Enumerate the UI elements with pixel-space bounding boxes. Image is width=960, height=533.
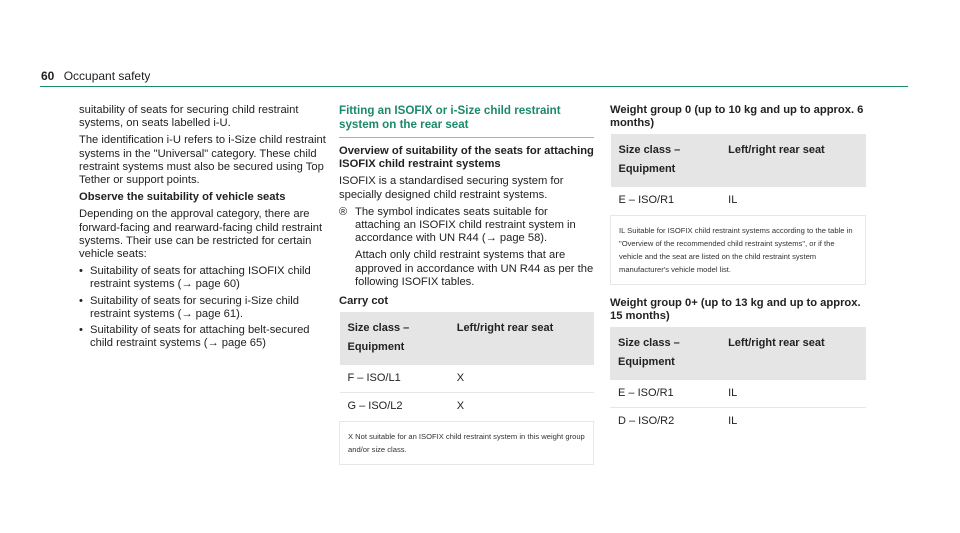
table-footnote-row — [340, 421, 594, 464]
table-cell: E – ISO/R1 — [611, 187, 721, 215]
list-item: • Suitability of seats for securing i-Size child restraint systems (→ page 61). — [79, 295, 329, 321]
weight-group-heading: Weight group 0+ (up to 13 kg and up to approx. 15 months) — [610, 296, 861, 322]
section-heading: Fitting an ISOFIX or i-Size child restraint system on the rear seat — [339, 104, 561, 131]
table-header-row — [610, 327, 866, 380]
table-footnote: X Not suitable for an ISOFIX child restraint system in this weight group and/or size class. — [340, 421, 594, 464]
paragraph: ISOFIX is a standardised securing system for specially designed child restraint systems. — [339, 175, 564, 201]
table-cell: IL — [720, 187, 865, 215]
section-heading: Observe the suitability of vehicle seats — [79, 191, 286, 204]
paragraph: suitability of seats for securing child restraint systems, on seats labelled i-U. — [79, 104, 299, 130]
table-cell: F – ISO/L1 — [340, 365, 449, 393]
column-1 — [79, 104, 329, 353]
table-row — [610, 408, 866, 436]
header-rule — [40, 86, 908, 87]
table-cell: X — [449, 365, 594, 393]
table-row — [340, 365, 594, 393]
page-number: 60 — [41, 69, 55, 83]
isofix-note — [339, 206, 594, 289]
table-cell: D – ISO/R2 — [618, 415, 675, 428]
section-title: Occupant safety — [63, 69, 151, 83]
bullet-list — [79, 265, 329, 350]
table-row — [610, 380, 866, 408]
header-line: Equipment — [618, 163, 676, 176]
table-cell: E – ISO/R1 — [610, 380, 720, 408]
table-header — [610, 327, 720, 380]
table-row — [611, 187, 866, 215]
table-header: Left/right rear seat — [720, 327, 866, 380]
column-3 — [610, 104, 866, 435]
table-header — [340, 312, 449, 365]
table-cell: IL — [720, 380, 866, 408]
list-item: • Suitability of seats for attaching belt-secured child restraint systems (→ page 65) — [79, 324, 329, 350]
table-cell: X — [449, 393, 594, 421]
paragraph: Depending on the approval category, there are forward-facing and rearward-facing child restraint systems. Their use can be restricted for certain vehicle seats: — [79, 208, 323, 261]
subsection — [339, 137, 594, 465]
table-header-row — [340, 312, 594, 365]
table-header: Left/right rear seat — [720, 134, 865, 187]
table-row — [340, 393, 594, 421]
table-footnote: IL Suitable for ISOFIX child restraint systems according to the table in "Overview of the recommended child restraint systems", or if the vehicle and the seat are listed on the child restraint system manufacturer's vehicle model list. — [611, 215, 866, 284]
table-cell: IL — [728, 415, 738, 428]
table-header — [611, 134, 721, 187]
isofix-symbol-icon: ® — [339, 205, 348, 218]
header-line: Equipment — [347, 341, 405, 354]
column-2 — [339, 104, 594, 465]
table-header-row — [611, 134, 866, 187]
header-line: Equipment — [618, 356, 675, 369]
weight-group-heading: Weight group 0 (up to 10 kg and up to approx. 6 months) — [610, 104, 864, 130]
carry-cot-table — [339, 312, 594, 464]
weight-group-0plus-table — [610, 327, 866, 435]
table-header: Left/right rear seat — [449, 312, 594, 365]
header-line: Size class – — [618, 144, 681, 157]
note-text: Attach only child restraint systems that are approved in accordance with UN R44 as per the following ISOFIX tables. — [355, 249, 594, 288]
paragraph: The identification i-U refers to i-Size child restraint systems in the "Universal" category. These child restraint systems must also be secured using Top Tether or support points. — [79, 134, 326, 187]
weight-group-0-table — [610, 134, 866, 284]
note-text: The symbol indicates seats suitable for attaching an ISOFIX child restraint system in accordance with UN R44 (→ page 58). — [355, 205, 576, 245]
page-header — [41, 69, 150, 83]
table-cell: G – ISO/L2 — [340, 393, 449, 421]
list-item: • Suitability of seats for attaching ISOFIX child restraint systems (→ page 60) — [79, 265, 329, 291]
table-caption: Carry cot — [339, 295, 389, 308]
table-footnote-row — [611, 215, 866, 284]
subsection-heading: Overview of suitability of the seats for attaching ISOFIX child restraint systems — [339, 145, 594, 171]
header-line: Size class – — [347, 322, 410, 335]
header-line: Size class – — [618, 337, 680, 350]
